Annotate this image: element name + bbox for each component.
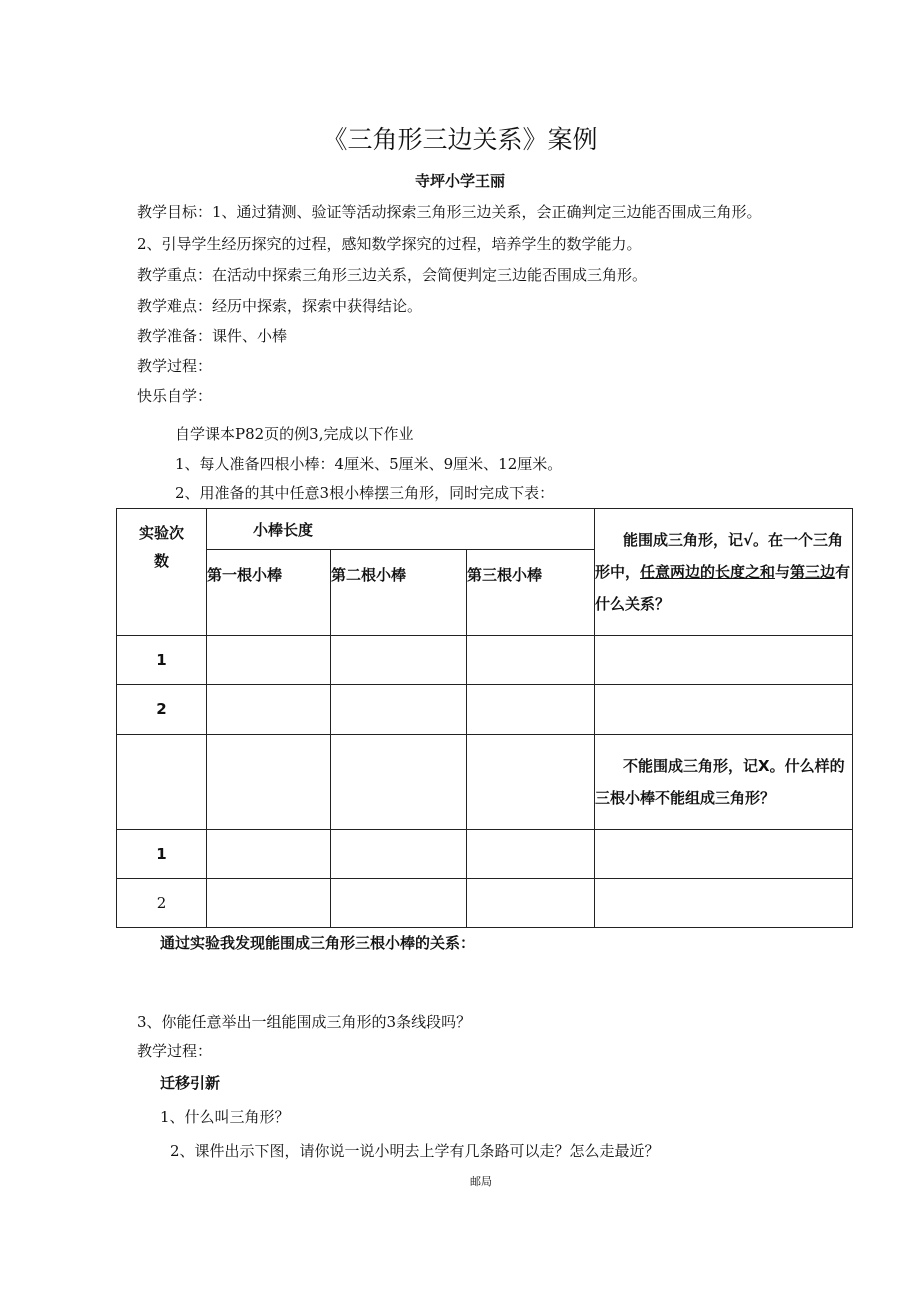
cell-empty[interactable] [467,636,595,685]
experiment-table [116,508,853,928]
cell-empty[interactable] [331,878,467,927]
cell-empty[interactable] [207,636,331,685]
cell-empty[interactable] [595,636,853,685]
cell-empty [467,734,595,829]
self-study-task: 自学课本P82页的例3,完成以下作业 [175,425,414,443]
cell-empty[interactable] [467,878,595,927]
cell-empty [117,734,207,829]
transfer-item-2: 2、课件出示下图，请你说一说小明去上学有几条路可以走？怎么走最近？ [170,1142,660,1160]
header-first-stick: 第一根小棒 [207,550,331,636]
note-cannot-form-triangle: 不能围成三角形，记X。什么样的三根小棒不能组成三角形？ [595,734,853,829]
author: 寺坪小学王丽 [414,172,505,190]
self-study-label: 快乐自学： [137,387,213,405]
cell-empty[interactable] [207,685,331,734]
post-office-label: 邮局 [470,1175,492,1188]
cell-empty[interactable] [331,685,467,734]
task-item-2: 2、用准备的其中任意3根小棒摆三角形，同时完成下表： [175,484,555,502]
note1-text-b: 与 [775,563,791,582]
cell-empty [331,734,467,829]
experiment-conclusion: 通过实验我发现能围成三角形三根小棒的关系： [160,934,476,952]
cell-empty[interactable] [331,829,467,878]
teaching-goal-2: 2、引导学生经历探究的过程，感知数学探究的过程，培养学生的数学能力。 [137,235,642,253]
note1-underline-b: 第三边 [790,563,836,582]
transfer-heading: 迁移引新 [160,1074,221,1092]
cell-empty[interactable] [595,829,853,878]
teaching-goal-1: 教学目标：1、通过猜测、验证等活动探索三角形三边关系，会正确判定三边能否围成三角形。 [137,203,762,221]
cell-empty[interactable] [467,685,595,734]
header-stick-length: 小棒长度 [207,509,595,550]
header-trial-text-b: 数 [153,552,169,570]
task-item-1: 1、每人准备四根小棒：4厘米、5厘米、9厘米、12厘米。 [175,455,563,473]
cell-empty[interactable] [207,829,331,878]
note1-text-a: 能围成三角形，记√。在一个三角形中， [595,531,844,582]
header-third-stick: 第三根小棒 [467,550,595,636]
cell-empty[interactable] [595,878,853,927]
note1-underline-a: 任意两边的长度之和 [640,563,776,582]
row-number-4: 2 [117,878,207,927]
cell-empty[interactable] [595,685,853,734]
header-second-stick: 第二根小棒 [331,550,467,636]
question-3: 3、你能任意举出一组能围成三角形的3条线段吗？ [137,1013,472,1031]
row-number-3: 1 [117,829,207,878]
teaching-process-label-2: 教学过程： [137,1042,213,1060]
row-number-2: 2 [117,685,207,734]
teaching-difficulty: 教学难点：经历中探索，探索中获得结论。 [137,297,423,315]
page-title: 《三角形三边关系》案例 [322,125,598,154]
cell-empty[interactable] [331,636,467,685]
teaching-process-label: 教学过程： [137,357,213,375]
note-can-form-triangle [595,509,853,636]
cell-empty[interactable] [207,878,331,927]
header-trial-count [117,509,207,636]
row-number-1: 1 [117,636,207,685]
cell-empty [207,734,331,829]
transfer-item-1: 1、什么叫三角形？ [160,1108,290,1126]
header-trial-text-a: 实验次 [138,524,184,542]
teaching-preparation: 教学准备：课件、小棒 [137,327,288,345]
cell-empty[interactable] [467,829,595,878]
note1-text-c: 有什么关系？ [595,563,851,614]
teaching-key-point: 教学重点：在活动中探索三角形三边关系，会简便判定三边能否围成三角形。 [137,266,648,284]
